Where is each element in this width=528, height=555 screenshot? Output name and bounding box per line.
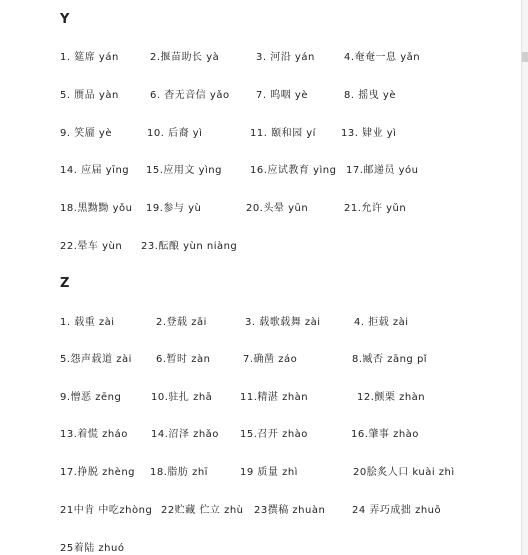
term-entry: 15.应用文 yìng xyxy=(146,165,222,176)
term-entry: 6.暂时 zàn xyxy=(156,354,211,365)
term-row xyxy=(0,425,528,441)
term-row xyxy=(0,539,528,555)
term-row xyxy=(0,350,528,366)
term-entry: 1. 载重 zài xyxy=(60,317,115,328)
term-entry: 22.晕车 yùn xyxy=(60,241,123,252)
scrollbar-thumb[interactable] xyxy=(522,52,528,62)
term-entry: 24 弄巧成拙 zhuō xyxy=(352,505,442,516)
term-entry: 22贮藏 伫立 zhù xyxy=(161,505,244,516)
term-entry: 16.应试教育 yìng xyxy=(250,165,337,176)
term-entry: 4.奄奄一息 yǎn xyxy=(344,52,421,63)
term-entry: 20脍炙人口 kuài zhì xyxy=(353,467,455,478)
term-entry: 14. 应届 yīng xyxy=(60,165,130,176)
term-entry: 12.颤栗 zhàn xyxy=(357,392,426,403)
term-entry: 10. 后裔 yì xyxy=(147,128,203,139)
term-entry: 9.憎恶 zēng xyxy=(60,392,122,403)
term-entry: 23.酝酿 yùn niàng xyxy=(141,241,238,252)
term-entry: 1. 筵席 yán xyxy=(60,52,119,63)
term-entry: 13. 肄业 yì xyxy=(341,128,397,139)
term-entry: 15.召开 zhào xyxy=(240,429,308,440)
term-entry: 14.沼泽 zhǎo xyxy=(151,429,219,440)
term-entry: 21中肯 中吃zhòng xyxy=(60,505,153,516)
term-entry: 2.揠苗助长 yà xyxy=(150,52,220,63)
term-entry: 5. 赝品 yàn xyxy=(60,90,119,101)
term-entry: 18.脂肪 zhī xyxy=(150,467,208,478)
term-entry: 4. 拒载 zài xyxy=(354,317,409,328)
scrollbar[interactable] xyxy=(521,0,528,555)
term-row xyxy=(0,388,528,404)
term-row xyxy=(0,237,528,253)
term-row xyxy=(0,86,528,102)
term-entry: 20.头晕 yūn xyxy=(246,203,309,214)
term-entry: 7. 呜咽 yè xyxy=(256,90,308,101)
term-entry: 11.精湛 zhàn xyxy=(240,392,309,403)
term-entry: 21.允许 yǔn xyxy=(344,203,407,214)
term-entry: 8. 摇曳 yè xyxy=(344,90,396,101)
term-entry: 6. 杳无音信 yǎo xyxy=(150,90,230,101)
term-entry: 19 质量 zhì xyxy=(240,467,298,478)
term-entry: 9. 笑靥 yè xyxy=(60,128,112,139)
term-entry: 19.参与 yù xyxy=(146,203,202,214)
term-entry: 8.臧否 zāng pǐ xyxy=(352,354,428,365)
term-entry: 13.着慌 zháo xyxy=(60,429,128,440)
term-row xyxy=(0,48,528,64)
term-entry: 3. 载歌载舞 zài xyxy=(245,317,321,328)
term-entry: 25着陆 zhuó xyxy=(60,543,125,554)
section-heading-y: Y xyxy=(60,12,70,27)
term-entry: 11. 颐和园 yí xyxy=(250,128,316,139)
term-row xyxy=(0,463,528,479)
term-entry: 17.挣脱 zhèng xyxy=(60,467,136,478)
term-entry: 3. 河沿 yán xyxy=(256,52,315,63)
term-row xyxy=(0,199,528,215)
term-entry: 5.怨声载道 zài xyxy=(60,354,132,365)
term-entry: 2.登载 zǎi xyxy=(156,317,207,328)
term-row xyxy=(0,313,528,329)
term-row xyxy=(0,161,528,177)
term-entry: 10.驻扎 zhā xyxy=(151,392,213,403)
term-row xyxy=(0,501,528,517)
term-entry: 7.确凿 záo xyxy=(243,354,298,365)
term-row xyxy=(0,124,528,140)
term-entry: 17.邮递员 yóu xyxy=(346,165,419,176)
section-heading-z: Z xyxy=(60,276,70,291)
term-entry: 16.肇事 zhào xyxy=(351,429,419,440)
term-entry: 23撰稿 zhuàn xyxy=(254,505,326,516)
term-entry: 18.黑黝黝 yǒu xyxy=(60,203,133,214)
